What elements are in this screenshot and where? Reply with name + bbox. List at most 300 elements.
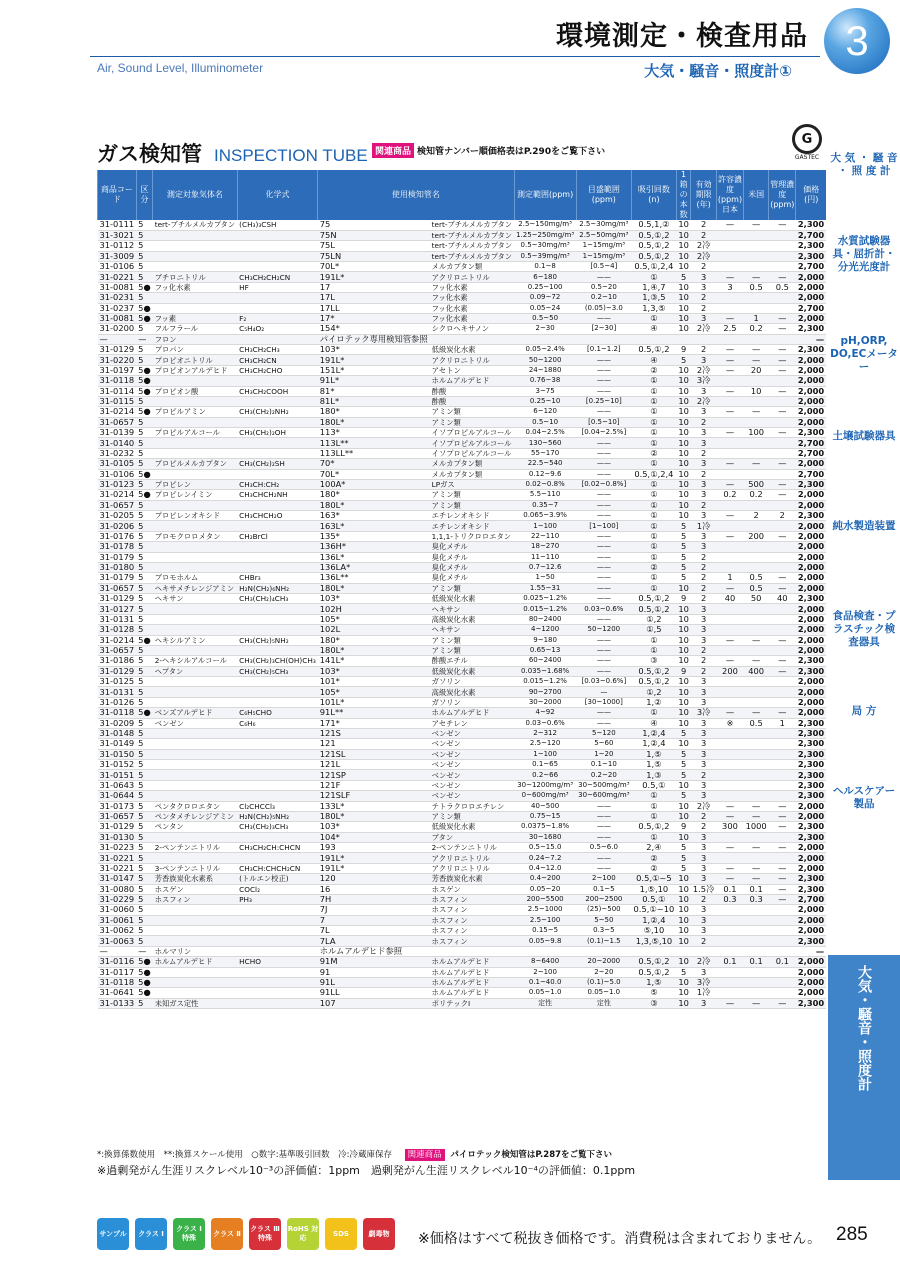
table-cell: 31-0206 — [99, 520, 135, 531]
sidebar-item[interactable]: ヘルスケアー製品 — [832, 785, 896, 810]
table-cell: 3 — [691, 355, 717, 365]
table-cell: 2冷 — [691, 957, 717, 967]
table-cell: [30~1000] — [576, 697, 631, 707]
table-cell: ホルムアルデヒド — [430, 376, 514, 386]
table-cell: 5 — [136, 396, 153, 406]
table-cell: 2,300 — [797, 769, 825, 780]
table-cell: 10 — [678, 396, 689, 407]
table-cell: 81* — [318, 386, 430, 396]
table-cell: 5 — [136, 645, 153, 655]
table-cell: 2,000 — [797, 697, 825, 707]
table-cell: 2.5~50mg/m³ — [576, 230, 631, 240]
table-cell: アミン類 — [430, 407, 514, 417]
table-cell — [769, 448, 796, 458]
table-cell: 200 — [716, 666, 743, 676]
table-cell: 11~110 — [514, 552, 576, 562]
sidebar-item[interactable]: 土壌試験器具 — [832, 430, 896, 442]
table-cell: 0.25~10 — [514, 396, 576, 406]
table-cell — [153, 853, 237, 863]
table-cell: 75L — [318, 241, 430, 251]
table-cell: 2 — [691, 811, 717, 821]
table-cell — [430, 334, 514, 344]
table-row — [98, 428, 827, 438]
table-cell — [237, 293, 318, 303]
table-cell: 180* — [318, 635, 430, 645]
table-cell: 9 — [676, 594, 691, 604]
table-cell: 2,000 — [797, 386, 825, 396]
table-cell: 1~100 — [514, 521, 576, 531]
table-cell: 2~312 — [514, 728, 576, 738]
table-cell: 2-ペンテンニトリル — [430, 843, 514, 853]
table-cell: 2 — [691, 583, 717, 593]
table-row — [98, 469, 827, 479]
table-cell: 2,700 — [797, 230, 825, 241]
table-cell — [716, 967, 743, 977]
table-cell: 3冷 — [691, 977, 717, 987]
sidebar-item[interactable]: 純水製造装置 — [832, 520, 896, 532]
table-cell: 臭化メチル — [430, 552, 514, 562]
table-cell: 2,000 — [797, 956, 825, 967]
table-cell: ① — [632, 479, 677, 489]
sidebar-item[interactable]: 食品検査・プラスチック検査器具 — [832, 610, 896, 648]
table-cell: 10 — [678, 655, 689, 666]
table-cell: 2 — [691, 666, 717, 676]
table-cell — [237, 739, 318, 749]
table-cell — [716, 946, 743, 956]
table-cell: ⑤ — [632, 988, 677, 998]
table-cell: 10 — [678, 614, 689, 624]
table-cell: ① — [632, 708, 677, 718]
table-cell — [744, 905, 769, 915]
table-cell: 0.2 — [744, 324, 769, 334]
table-cell: 2 — [691, 936, 717, 946]
table-cell: 5 — [136, 625, 153, 635]
table-cell: —— — [576, 386, 631, 396]
table-cell: 121S — [318, 728, 430, 738]
table-cell: ①,2 — [632, 687, 677, 697]
table-cell: 2,300 — [797, 998, 825, 1008]
table-cell — [744, 967, 769, 977]
table-cell: 10 — [678, 635, 689, 645]
table-cell: 10 — [678, 987, 689, 998]
table-cell — [237, 967, 318, 977]
table-cell: ① — [632, 386, 677, 396]
table-cell: 低級炭化水素 — [430, 822, 514, 832]
table-cell: 121 — [318, 739, 430, 749]
table-cell — [153, 905, 237, 915]
table-cell: 0.12~9.6 — [514, 469, 576, 479]
table-cell: 10 — [678, 220, 689, 230]
table-cell: 5 — [676, 843, 691, 853]
table-cell: 154* — [318, 324, 430, 334]
table-cell: プロパン — [153, 345, 237, 355]
table-row — [98, 293, 827, 303]
table-cell: 121L — [318, 760, 430, 770]
table-cell: 0.5 — [744, 718, 769, 728]
sidebar-item-active[interactable] — [828, 955, 900, 1180]
table-cell: 2.5~100 — [514, 915, 576, 925]
table-cell: 1,1,1-トリクロロエタン — [430, 531, 514, 541]
table-cell: — — [769, 407, 796, 417]
table-cell: 5 — [136, 874, 153, 884]
table-cell: 180* — [318, 407, 430, 417]
table-cell — [716, 417, 743, 427]
table-cell: 121SLF — [318, 791, 430, 801]
table-cell: 5 — [136, 614, 153, 624]
table-cell: 2,000 — [797, 686, 825, 697]
table-cell — [716, 334, 743, 344]
table-cell — [744, 293, 769, 303]
table-cell — [769, 728, 796, 738]
table-cell: 9~180 — [514, 635, 576, 645]
table-cell: ① — [632, 791, 677, 801]
table-cell: — — [716, 428, 743, 438]
table-cell: 5 — [136, 355, 153, 365]
table-cell: 10 — [678, 894, 689, 905]
table-cell — [237, 448, 318, 458]
table-cell: 10 — [678, 323, 689, 334]
table-cell — [153, 241, 237, 251]
table-cell: — — [716, 998, 743, 1008]
table-cell: 5 — [676, 355, 691, 365]
table-cell: 3 — [691, 542, 717, 552]
table-cell — [153, 760, 237, 770]
table-cell: ホスフィン — [430, 905, 514, 915]
table-row — [98, 614, 827, 624]
table-cell: 10 — [678, 935, 689, 946]
table-cell: フッ化水素 — [430, 282, 514, 292]
table-cell: ホルムアルデヒド — [153, 957, 237, 967]
sidebar-item[interactable]: 大 気 ・ 騒 音 ・ 照 度 計 — [830, 152, 898, 177]
table-cell: 2,000 — [797, 365, 825, 375]
table-cell: 5 — [136, 272, 153, 282]
table-cell: 171* — [318, 718, 430, 728]
table-cell: ベンゼン — [430, 791, 514, 801]
table-cell: 10 — [678, 832, 689, 842]
table-cell: 31-0129 — [99, 593, 135, 604]
table-row — [98, 863, 827, 873]
table-cell: 0.5~20 — [576, 282, 631, 292]
table-cell: ② — [632, 448, 677, 458]
table-cell: 0.1 — [769, 957, 796, 967]
table-cell: ① — [632, 417, 677, 427]
table-cell: 2,000 — [797, 292, 825, 303]
table-cell: 0.5 — [744, 583, 769, 593]
table-cell: 10 — [678, 469, 689, 479]
table-cell: 1~100 — [514, 749, 576, 759]
table-cell: エチレンオキシド — [430, 511, 514, 521]
table-cell — [153, 438, 237, 448]
table-cell — [716, 677, 743, 687]
table-cell: 5 — [136, 521, 153, 531]
related-products-note[interactable] — [372, 143, 605, 158]
table-cell — [237, 760, 318, 770]
table-cell: — — [769, 355, 796, 365]
table-cell: 10 — [678, 873, 689, 884]
table-cell: 0.04~2.5% — [514, 428, 576, 438]
page-header — [0, 0, 900, 90]
table-row — [98, 666, 827, 676]
table-cell: ① — [632, 583, 677, 593]
table-cell: [0.5~10] — [576, 417, 631, 427]
table-cell: 5 — [676, 521, 691, 531]
table-cell — [153, 417, 237, 427]
table-cell — [744, 614, 769, 624]
table-cell: 5● — [138, 987, 151, 998]
table-cell: ④ — [632, 718, 677, 728]
table-cell: 5 — [136, 511, 153, 521]
table-cell: 3 — [716, 282, 743, 292]
table-cell — [237, 905, 318, 915]
table-cell: 17 — [318, 282, 430, 292]
table-row — [98, 977, 827, 987]
table-cell — [237, 303, 318, 313]
table-cell: 191L* — [318, 355, 430, 365]
table-cell: 200~2500 — [576, 894, 631, 904]
table-cell: — — [769, 708, 796, 718]
table-cell: 2,000 — [797, 624, 825, 635]
table-cell: 0.5,①,2 — [632, 967, 677, 977]
table-cell: 0.5,①~10 — [633, 904, 675, 915]
table-cell: tert-ブチルメルカプタン — [431, 241, 513, 251]
table-cell: 1~50 — [514, 573, 576, 583]
table-row — [98, 832, 827, 842]
table-cell: 3 — [691, 677, 717, 687]
table-cell — [769, 251, 796, 261]
table-cell — [769, 552, 796, 562]
table-cell: 0.5,①,2,4 — [632, 262, 677, 272]
table-cell: 163* — [318, 511, 430, 521]
table-cell: 3 — [691, 749, 717, 759]
sidebar-item[interactable]: 水質試験器具・屈折計・分光光度計 — [832, 235, 896, 273]
footnote-risk-level: ※過剰発がん生涯リスクレベル10⁻³の評価値：1ppm 過剰発がん生涯リスクレベル10⁻⁴の評価値：0.1ppm — [97, 1164, 636, 1177]
table-cell: — — [716, 355, 743, 365]
table-cell: 5 — [136, 739, 153, 749]
table-cell: 0~600mg/m³ — [514, 791, 576, 801]
table-cell: 70* — [318, 459, 430, 469]
table-cell: 0.09~72 — [514, 293, 576, 303]
table-cell: 10 — [678, 676, 689, 687]
footnote-related-text[interactable]: パイロテック検知管はP.287をご覧下さい — [450, 1150, 613, 1160]
column-header: 測定対象気体名 — [153, 170, 237, 220]
table-cell: — — [716, 272, 743, 282]
table-cell: ① — [632, 645, 677, 655]
table-cell — [153, 251, 237, 261]
table-cell: ①,5 — [632, 625, 677, 635]
table-cell: 10 — [678, 500, 689, 510]
table-cell: 5 — [136, 760, 153, 770]
table-cell: アクリロニトリル — [430, 272, 514, 282]
table-cell: ホルムアルデヒド — [430, 967, 514, 977]
table-cell: ① — [632, 272, 677, 282]
table-cell — [237, 853, 318, 863]
table-cell: 5 — [136, 448, 153, 458]
table-cell: 1.25~250mg/m³ — [516, 231, 575, 240]
table-cell: 70L* — [318, 469, 430, 479]
table-cell — [744, 334, 769, 344]
table-cell: 400 — [744, 666, 769, 676]
table-cell: 5 — [136, 500, 153, 510]
table-cell: CH₃(CH₂)₂NH₂ — [237, 407, 318, 417]
table-cell: 0.2 — [716, 490, 743, 500]
table-cell: 0.5 — [769, 282, 796, 292]
header-rule — [90, 56, 820, 57]
table-cell: —— — [576, 801, 631, 811]
table-cell — [769, 500, 796, 510]
table-cell: 101* — [318, 677, 430, 687]
table-cell — [769, 739, 796, 749]
table-cell: — — [769, 313, 796, 323]
table-cell: 3~75 — [514, 386, 576, 396]
table-cell: 6~120 — [514, 407, 576, 417]
table-cell: 1,④,7 — [632, 282, 677, 292]
table-cell: — — [716, 843, 743, 853]
table-row — [98, 625, 827, 635]
table-cell: 31-0657 — [99, 645, 135, 656]
table-cell: ホスゲン — [430, 884, 514, 894]
table-cell: 50~1200 — [514, 355, 576, 365]
table-row — [98, 957, 827, 967]
table-cell: 31-0657 — [99, 811, 135, 822]
table-cell: 2,000 — [797, 375, 825, 386]
table-cell: 31-0180 — [99, 562, 135, 573]
table-cell — [744, 542, 769, 552]
table-cell: ホスフィン — [430, 894, 514, 904]
table-cell — [744, 946, 769, 956]
table-cell: 5● — [138, 406, 151, 417]
table-row — [98, 459, 827, 469]
table-cell: ⑤,10 — [632, 926, 677, 936]
table-cell: 191L* — [318, 863, 430, 873]
table-cell: 3 — [691, 791, 717, 801]
column-header: 測定範囲(ppm) — [514, 170, 576, 220]
table-row — [98, 583, 827, 593]
table-cell — [237, 988, 318, 998]
table-cell — [744, 262, 769, 272]
table-cell: ブチロニトリル — [153, 272, 237, 282]
sidebar-item[interactable]: 局 方 — [851, 705, 877, 717]
table-cell: 3 — [691, 760, 717, 770]
table-cell: Cl₂CHCCl₃ — [237, 801, 318, 811]
table-cell: 10 — [678, 303, 689, 313]
column-header: 吸引回数(n) — [632, 170, 677, 220]
table-cell: 10 — [678, 417, 689, 427]
table-cell: —— — [576, 490, 631, 500]
table-cell: 3 — [691, 459, 717, 469]
table-cell: 4~1200 — [514, 625, 576, 635]
table-cell: ベンゼン — [430, 728, 514, 738]
table-cell: 0.5,① — [632, 780, 677, 790]
table-cell: —— — [576, 469, 631, 479]
table-cell: プロピオニトリル — [153, 355, 237, 365]
table-cell: 1,⑤ — [632, 977, 677, 987]
table-cell: [0.1~1.2] — [576, 345, 631, 355]
table-cell: —— — [576, 811, 631, 821]
table-cell: 2,000 — [797, 904, 825, 915]
table-cell: 3 — [691, 479, 717, 489]
table-cell — [769, 697, 796, 707]
table-cell: 31-0147 — [99, 873, 135, 884]
table-cell: 30~2000 — [514, 697, 576, 707]
table-row — [98, 822, 827, 832]
table-cell: パイロテック専用検知管参照 — [319, 334, 428, 344]
table-cell — [153, 625, 237, 635]
table-cell: 5 — [136, 604, 153, 614]
table-cell — [153, 988, 237, 998]
table-cell: 10 — [678, 686, 689, 697]
table-cell: アクリロニトリル — [430, 863, 514, 873]
table-cell — [632, 334, 677, 344]
table-cell — [676, 946, 691, 956]
table-cell: 2,000 — [797, 603, 825, 614]
gastec-logo — [790, 124, 824, 166]
table-cell: — — [769, 874, 796, 884]
table-cell: tert-ブチルメルカプタン — [154, 220, 236, 230]
table-cell: 136L* — [318, 552, 430, 562]
table-cell: ホルムアルデヒド参照 — [318, 946, 430, 956]
table-cell: 90~2700 — [514, 687, 576, 697]
table-cell: 2 — [691, 822, 717, 832]
table-cell: 100 — [744, 428, 769, 438]
table-cell: 5● — [138, 365, 151, 375]
table-cell: 31-0133 — [99, 998, 135, 1008]
table-row — [98, 500, 827, 510]
table-cell: 0.5~30mg/m³ — [514, 241, 576, 251]
table-cell — [744, 760, 769, 770]
table-cell: 0.5,①,2 — [632, 251, 677, 261]
table-cell: 5 — [136, 251, 153, 261]
table-cell — [716, 262, 743, 272]
related-tag: 関連商品 — [372, 143, 414, 158]
table-cell: —— — [576, 614, 631, 624]
column-header: 化学式 — [237, 170, 318, 220]
table-cell — [716, 552, 743, 562]
table-cell: ③ — [632, 656, 677, 666]
table-cell: ③ — [632, 998, 677, 1008]
table-cell: 3 — [691, 718, 717, 728]
table-cell: 5 — [136, 936, 153, 946]
table-cell: — — [98, 334, 137, 344]
table-cell: 2 — [691, 220, 717, 230]
table-row — [98, 843, 827, 853]
table-cell — [716, 739, 743, 749]
table-cell: フッ化水素 — [430, 313, 514, 323]
table-cell: —— — [576, 594, 631, 604]
table-cell: 5● — [138, 303, 151, 313]
table-cell: 5● — [138, 313, 151, 324]
table-row — [98, 396, 827, 406]
table-cell: 5 — [136, 843, 153, 853]
table-row — [98, 355, 827, 365]
table-cell: 31-0129 — [99, 344, 135, 355]
table-cell: — — [769, 386, 796, 396]
table-cell: 136L** — [318, 573, 430, 583]
table-cell: 5 — [136, 677, 153, 687]
table-cell — [716, 241, 743, 251]
table-cell — [744, 728, 769, 738]
table-cell: 3 — [691, 874, 717, 884]
table-cell: 1,⑤,10 — [632, 884, 677, 894]
table-cell — [237, 946, 318, 956]
table-cell: 10 — [678, 977, 689, 988]
table-cell: 5 — [136, 728, 153, 738]
sidebar-item[interactable]: pH,ORP, DO,ECメーター — [830, 335, 898, 373]
table-cell: 2,000 — [797, 572, 825, 583]
table-cell: (0.1)~5.0 — [576, 977, 631, 987]
table-cell — [769, 303, 796, 313]
table-cell: 5 — [676, 728, 691, 738]
table-cell — [716, 760, 743, 770]
